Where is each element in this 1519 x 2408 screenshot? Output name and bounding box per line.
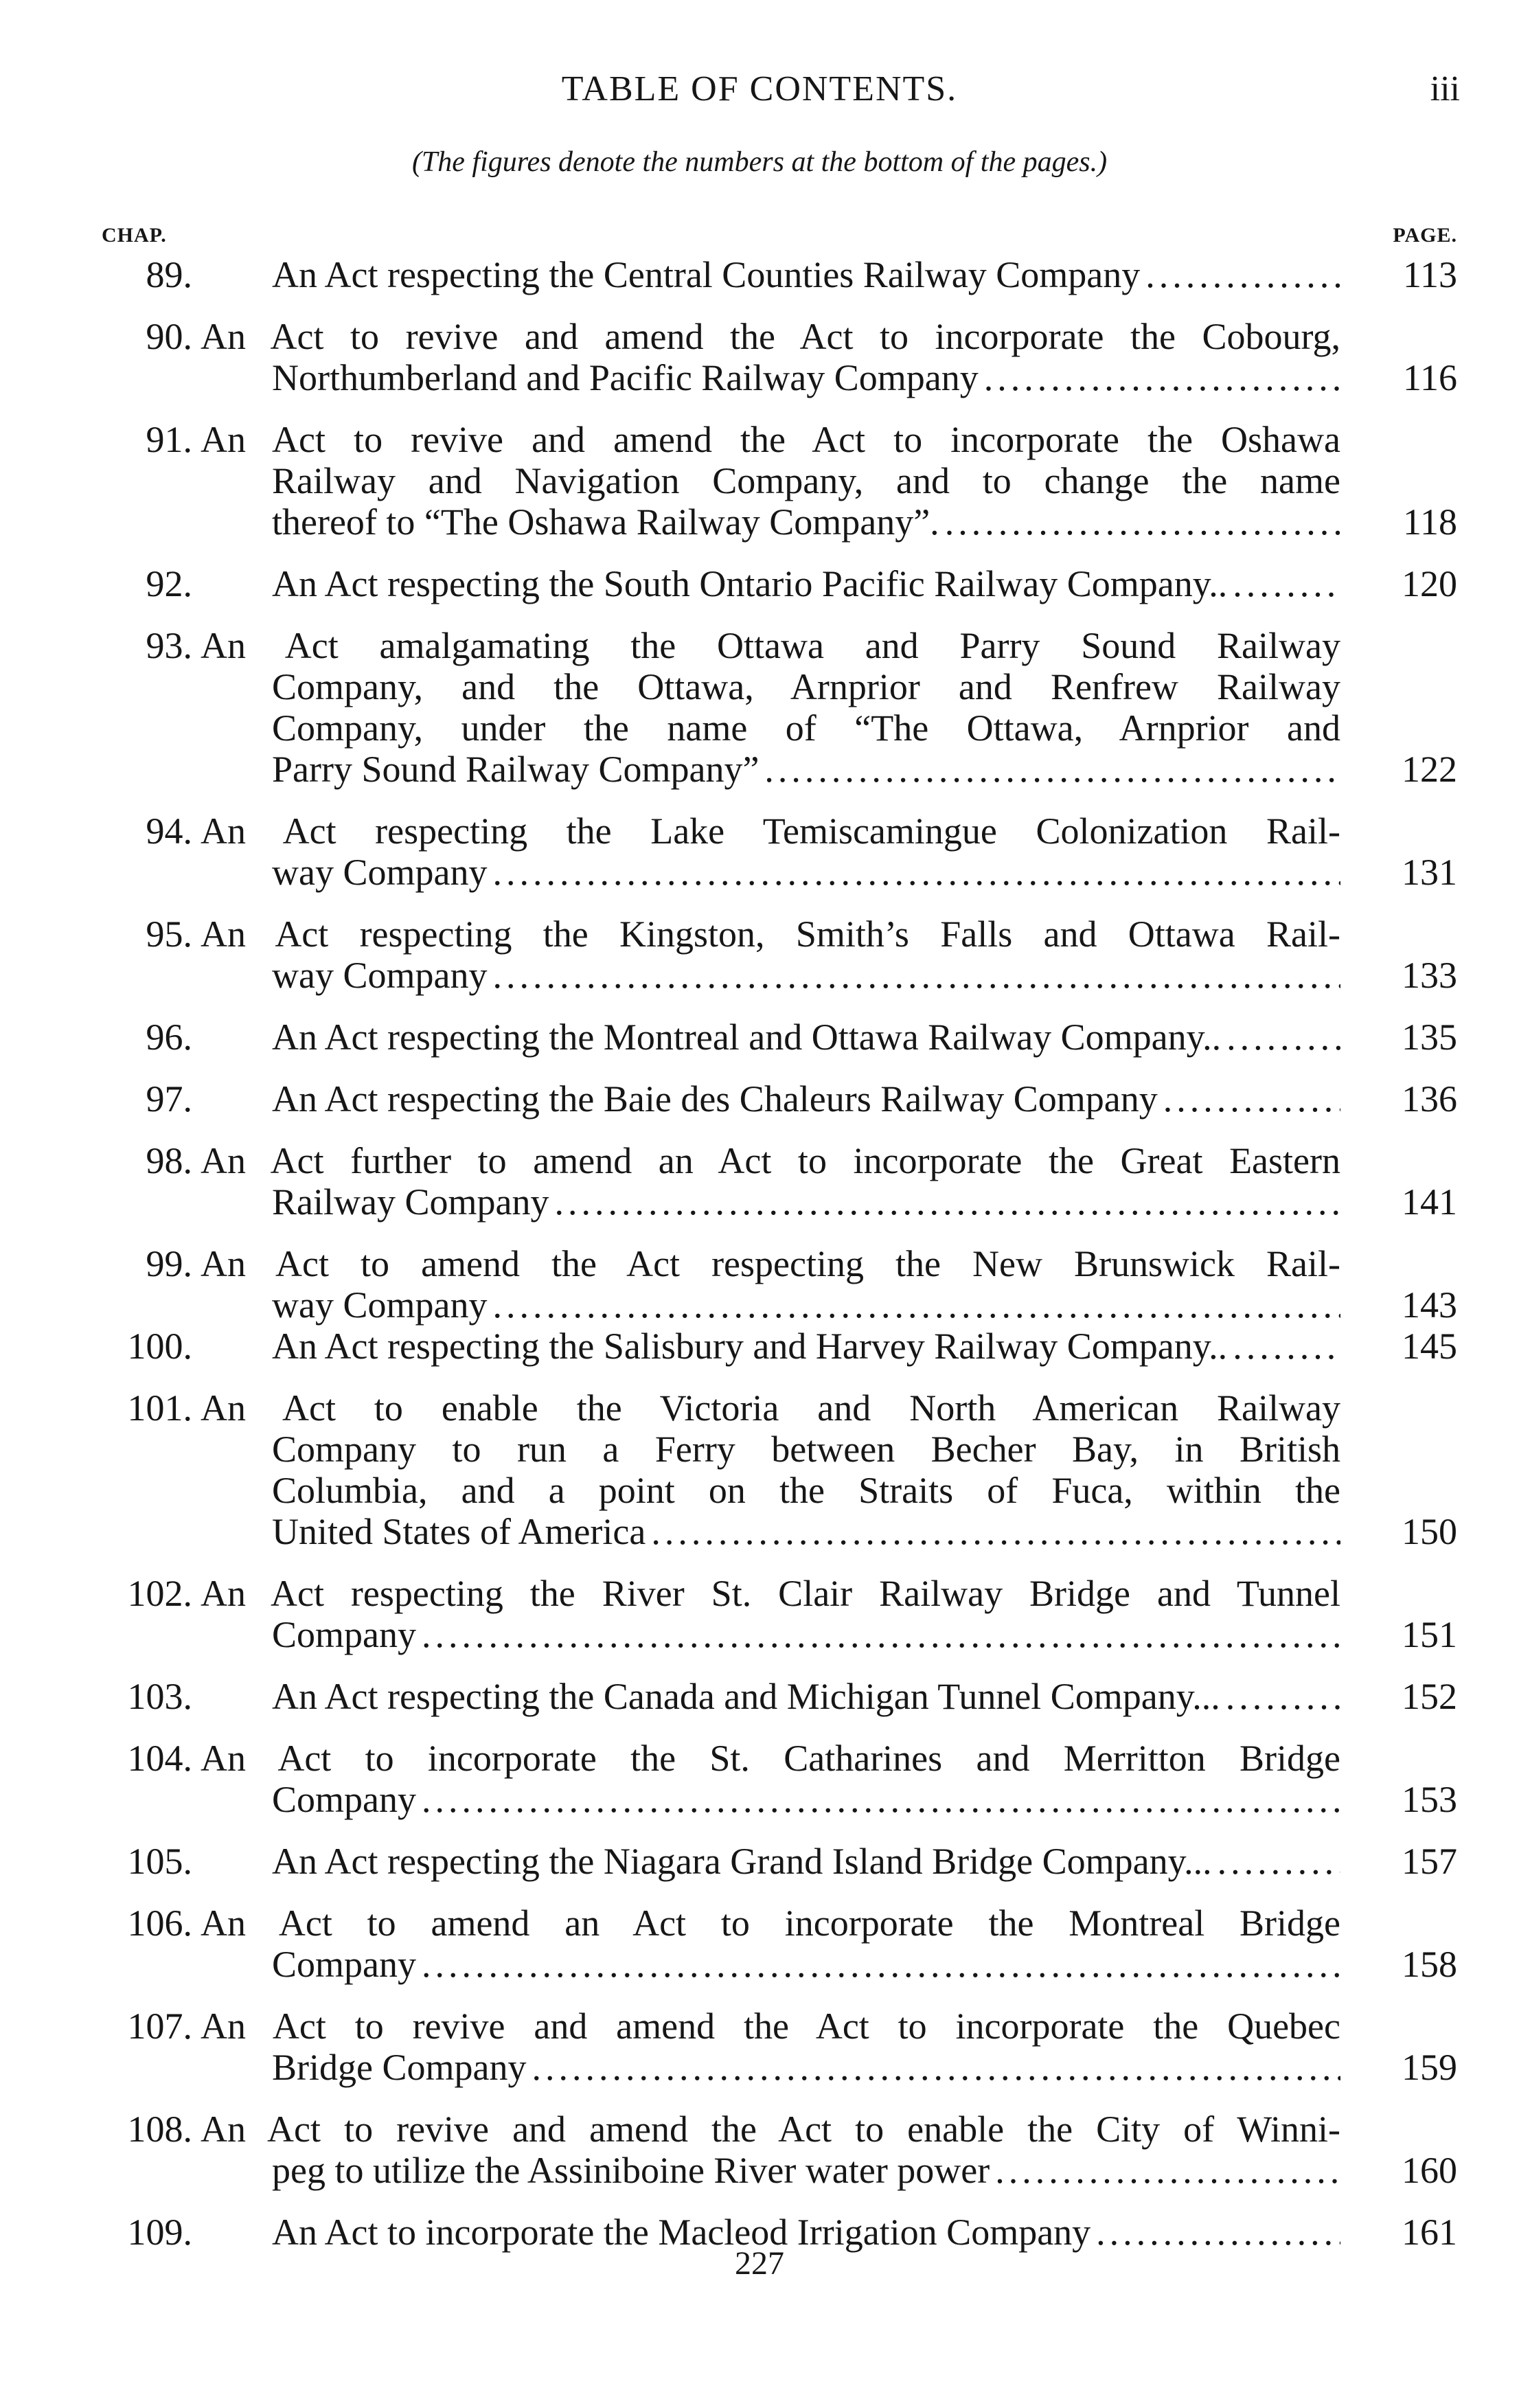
dot-leader (1163, 1078, 1340, 1120)
dot-leader (1226, 1676, 1340, 1717)
entry-title (201, 625, 1340, 790)
entry-title-line: An Act respecting the Kingston, Smith’s Falls and Ottawa Rail- (201, 913, 1340, 955)
page-number: 152 (1402, 1676, 1457, 1717)
entry-last-line (272, 563, 1340, 604)
entry-title-line: An Act to revive and amend the Act to enable the City of Winni- (201, 2109, 1340, 2150)
page-number: 157 (1402, 1841, 1457, 1882)
entry-last-line (272, 955, 1340, 996)
entry-last-line (272, 1078, 1340, 1120)
dot-leader (1145, 254, 1340, 295)
entry-title-line: Company, under the name of “The Ottawa, Arnprior and (272, 707, 1340, 749)
toc-entry (0, 419, 1519, 543)
contents-list (0, 254, 1519, 2273)
dot-leader (984, 357, 1340, 398)
page-number: 136 (1402, 1078, 1457, 1120)
chapter-number: 102. (127, 1573, 192, 1614)
entry-title-line: An Act to enable the Victoria and North American Railway (201, 1387, 1340, 1429)
entry-title-line: Bridge Company (272, 2047, 527, 2088)
entry-last-line (272, 1944, 1340, 1985)
page-number: 135 (1402, 1016, 1457, 1058)
entry-title (201, 1140, 1340, 1223)
entry-title-line: Northumberland and Pacific Railway Company (272, 357, 979, 398)
page-number: 159 (1402, 2047, 1457, 2088)
entry-title (201, 254, 1340, 295)
entry-title (201, 1387, 1340, 1552)
page-number: 116 (1403, 357, 1457, 398)
page-number: 113 (1403, 254, 1457, 295)
entry-title-line: way Company (272, 852, 488, 893)
dot-leader (1233, 1326, 1340, 1367)
entry-title-line: An Act respecting the South Ontario Pacific Railway Company.. (272, 563, 1228, 604)
entry-title-line: An Act to revive and amend the Act to incorporate the Quebec (201, 2006, 1340, 2047)
page-number: 161 (1402, 2212, 1457, 2253)
toc-entry (0, 625, 1519, 790)
entry-title (201, 316, 1340, 398)
entry-title-line: An Act respecting the Niagara Grand Island Bridge Company... (272, 1841, 1212, 1882)
page-number: 158 (1402, 1944, 1457, 1985)
chapter-number: 101. (127, 1387, 192, 1429)
dot-leader (1233, 563, 1340, 604)
page-column-label: PAGE. (1393, 224, 1457, 247)
chap-column-label: CHAP. (102, 224, 167, 247)
toc-entry (0, 563, 1519, 604)
chapter-number: 96. (146, 1016, 192, 1058)
entry-title-line: Columbia, and a point on the Straits of Fuca, within the (272, 1470, 1340, 1511)
entry-last-line (272, 1841, 1340, 1882)
chapter-number: 106. (127, 1902, 192, 1944)
entry-last-line (272, 1614, 1340, 1655)
toc-entry (0, 254, 1519, 295)
entry-title-line: An Act to amend the Act respecting the New Brunswick Rail- (201, 1243, 1340, 1284)
entry-last-line (272, 1779, 1340, 1820)
entry-last-line (272, 749, 1340, 790)
chapter-number: 98. (146, 1140, 192, 1181)
entry-last-line (272, 501, 1340, 543)
chapter-number: 103. (127, 1676, 192, 1717)
toc-entry (0, 1140, 1519, 1223)
chapter-number: 93. (146, 625, 192, 666)
toc-entry (0, 1676, 1519, 1717)
entry-title (201, 2109, 1340, 2191)
dot-leader (422, 1779, 1340, 1820)
entry-title-line: An Act further to amend an Act to incorporate the Great Eastern (201, 1140, 1340, 1181)
entry-title-line: An Act to incorporate the St. Catharines and Merritton Bridge (201, 1738, 1340, 1779)
toc-entry (0, 1738, 1519, 1820)
dot-leader (651, 1511, 1340, 1552)
entry-title-line: An Act respecting the Salisbury and Harvey Railway Company.. (272, 1326, 1228, 1367)
dot-leader (492, 852, 1340, 893)
entry-title-line: An Act respecting the Baie des Chaleurs Railway Company (272, 1078, 1158, 1120)
dot-leader (1226, 1016, 1340, 1058)
toc-entry (0, 1573, 1519, 1655)
roman-page-number: iii (1430, 69, 1460, 109)
page-number: 118 (1403, 501, 1457, 543)
chapter-number: 97. (146, 1078, 192, 1120)
footer-page-number: 227 (735, 2245, 784, 2282)
entry-title (201, 563, 1340, 604)
entry-last-line (272, 1676, 1340, 1717)
entry-title-line: An Act respecting the Canada and Michigan Tunnel Company... (272, 1676, 1220, 1717)
page-number: 141 (1402, 1181, 1457, 1223)
chapter-number: 99. (146, 1243, 192, 1284)
page-number: 150 (1402, 1511, 1457, 1552)
toc-entry (0, 1902, 1519, 1985)
entry-last-line (272, 1511, 1340, 1552)
entry-title-line: way Company (272, 1284, 488, 1326)
entry-title-line: An Act to incorporate the Macleod Irrigation Company (272, 2212, 1091, 2253)
page-number: 143 (1402, 1284, 1457, 1326)
toc-entry (0, 810, 1519, 893)
toc-entry (0, 1326, 1519, 1367)
entry-title (201, 1016, 1340, 1058)
entry-title-line: United States of America (272, 1511, 646, 1552)
toc-entry (0, 1078, 1519, 1120)
dot-leader (492, 1284, 1340, 1326)
entry-title-line: An Act amalgamating the Ottawa and Parry Sound Railway (201, 625, 1340, 666)
entry-title-line: thereof to “The Oshawa Railway Company”. (272, 501, 939, 543)
chapter-number: 105. (127, 1841, 192, 1882)
chapter-number: 109. (127, 2212, 192, 2253)
dot-leader (532, 2047, 1340, 2088)
toc-entry (0, 1841, 1519, 1882)
toc-entry (0, 2006, 1519, 2088)
entry-title-line: An Act respecting the Central Counties Railway Company (272, 254, 1141, 295)
entry-title-line: Company (272, 1614, 416, 1655)
entry-title-line: An Act to revive and amend the Act to incorporate the Oshawa (201, 419, 1340, 460)
entry-title (201, 2006, 1340, 2088)
toc-entry (0, 1016, 1519, 1058)
chapter-number: 89. (146, 254, 192, 295)
chapter-number: 100. (127, 1326, 192, 1367)
page-number: 131 (1402, 852, 1457, 893)
page-title: TABLE OF CONTENTS. (561, 69, 958, 109)
entry-title (201, 810, 1340, 893)
entry-last-line (272, 1181, 1340, 1223)
entry-title-line: Company, and the Ottawa, Arnprior and Renfrew Railway (272, 666, 1340, 707)
entry-title-line: Company to run a Ferry between Becher Bay, in British (272, 1429, 1340, 1470)
entry-title (201, 1676, 1340, 1717)
entry-title (201, 913, 1340, 996)
entry-last-line (272, 1284, 1340, 1326)
dot-leader (995, 2150, 1340, 2191)
toc-entry (0, 2109, 1519, 2191)
entry-title-line: An Act respecting the Lake Temiscamingue Colonization Rail- (201, 810, 1340, 852)
entry-title (201, 1326, 1340, 1367)
entry-title (201, 1078, 1340, 1120)
page-number: 120 (1402, 563, 1457, 604)
chapter-number: 92. (146, 563, 192, 604)
page-number: 133 (1402, 955, 1457, 996)
chapter-number: 91. (146, 419, 192, 460)
dot-leader (554, 1181, 1340, 1223)
entry-last-line (272, 2047, 1340, 2088)
entry-title-line: An Act to amend an Act to incorporate the Montreal Bridge (201, 1902, 1340, 1944)
toc-entry (0, 1387, 1519, 1552)
dot-leader (945, 501, 1340, 543)
page-number: 160 (1402, 2150, 1457, 2191)
entry-last-line (272, 357, 1340, 398)
chapter-number: 108. (127, 2109, 192, 2150)
dot-leader (422, 1614, 1340, 1655)
entry-title-line: Company (272, 1944, 416, 1985)
entry-title-line: peg to utilize the Assiniboine River water power (272, 2150, 990, 2191)
entry-title (201, 1902, 1340, 1985)
entry-title (201, 1738, 1340, 1820)
dot-leader (1218, 1841, 1340, 1882)
chapter-number: 104. (127, 1738, 192, 1779)
entry-title-line: Company (272, 1779, 416, 1820)
entry-title (201, 419, 1340, 543)
page-number: 145 (1402, 1326, 1457, 1367)
entry-last-line (272, 1326, 1340, 1367)
entry-title-line: Parry Sound Railway Company” (272, 749, 760, 790)
page-number: 151 (1402, 1614, 1457, 1655)
entry-last-line (272, 852, 1340, 893)
entry-title (201, 1841, 1340, 1882)
entry-title-line: An Act respecting the River St. Clair Railway Bridge and Tunnel (201, 1573, 1340, 1614)
chapter-number: 90. (146, 316, 192, 357)
entry-title-line: Railway Company (272, 1181, 549, 1223)
chapter-number: 95. (146, 913, 192, 955)
toc-entry (0, 1243, 1519, 1326)
entry-title (201, 1573, 1340, 1655)
entry-title-line: An Act respecting the Montreal and Ottawa Railway Company.. (272, 1016, 1222, 1058)
chapter-number: 107. (127, 2006, 192, 2047)
chapter-number: 94. (146, 810, 192, 852)
entry-title-line: way Company (272, 955, 488, 996)
entry-title (201, 1243, 1340, 1326)
page-number: 153 (1402, 1779, 1457, 1820)
dot-leader (422, 1944, 1340, 1985)
entry-title-line: An Act to revive and amend the Act to incorporate the Cobourg, (201, 316, 1340, 357)
dot-leader (764, 749, 1340, 790)
page-note: (The figures denote the numbers at the bottom of the pages.) (411, 146, 1108, 178)
page-header (0, 69, 1519, 124)
entry-last-line (272, 2150, 1340, 2191)
entry-last-line (272, 254, 1340, 295)
entry-last-line (272, 1016, 1340, 1058)
toc-entry (0, 913, 1519, 996)
toc-entry (0, 316, 1519, 398)
entry-title-line: Railway and Navigation Company, and to change the name (272, 460, 1340, 501)
dot-leader (492, 955, 1340, 996)
page-number: 122 (1402, 749, 1457, 790)
